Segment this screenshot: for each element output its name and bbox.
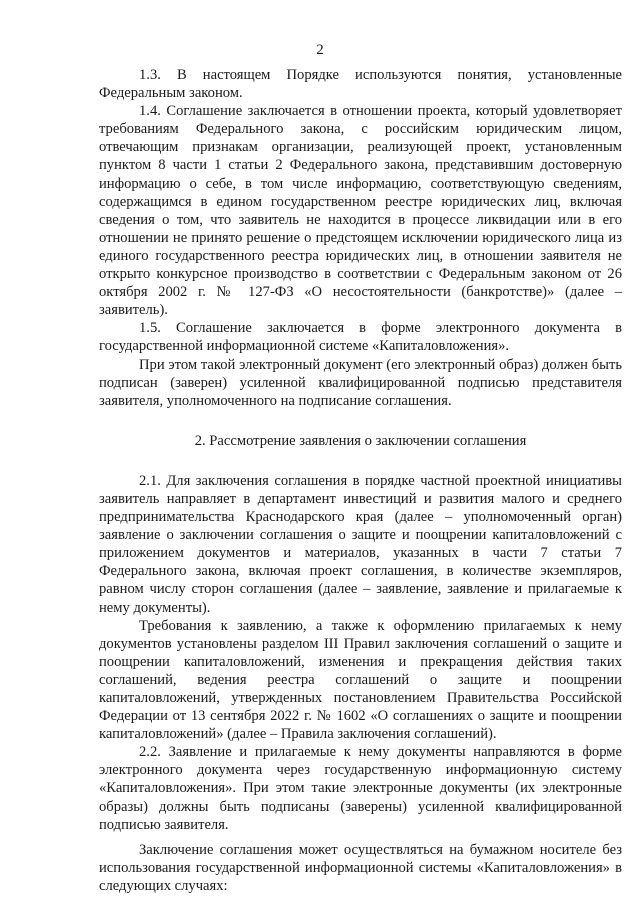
paragraph-1-3: 1.3. В настоящем Порядке используются понятия, установленные Федеральным законом. <box>99 67 622 102</box>
paragraph-1-4: 1.4. Соглашение заключается в отношении проекта, который удовлетворяет требованиям Федерального закона, с российским юридическим лицом, отвечающим признакам организации, реализующей проект, установленным пунктом 8 части 1 статьи 2 Федерального закона, представившим достоверную информацию о себе, в том числе информацию, соответствующую сведениям, содержащимся в едином государственном реестре юридических лиц, включая сведения о том, что заявитель не находится в процессе ликвидации или в его отношении не принято решение о предстоящем исключении юридического лица из единого государственного реестра юридических лиц, в отношении заявителя не открыто конкурсное производство в соответствии с Федеральным законом от 26 октября 2002 г. № 127-ФЗ «О несостоятельности (банкротстве)» (далее – заявитель). <box>99 103 622 319</box>
paragraph-gap <box>99 834 622 841</box>
paragraph-1-5: 1.5. Соглашение заключается в форме электронного документа в государственной информационной системе «Капиталовложения». <box>99 320 622 355</box>
page-number: 2 <box>316 42 324 58</box>
paragraph-1-5-signature: При этом такой электронный документ (его электронный образ) должен быть подписан (заверен) усиленной квалифицированной подписью представителя заявителя, уполномоченного на подписание соглашения. <box>99 356 622 409</box>
section-gap <box>99 450 622 472</box>
paragraph-2-1-requirements: Требования к заявлению, а также к оформлению прилагаемых к нему документов установлены разделом III Правил заключения соглашений о защите и поощрении капиталовложений, изменения и прекращения действия таких соглашений, ведения реестра соглашений о защите и поощрении капиталовложений, утвержденных постановлением Правительства Российской Федерации от 13 сентября 2022 г. № 1602 «О соглашениях о защите и поощрении капиталовложений» (далее – Правила заключения соглашений). <box>99 617 622 743</box>
document-body <box>99 66 622 895</box>
paragraph-2-2-paper-option: Заключение соглашения может осуществляться на бумажном носителе без использования государственной информационной системы «Капиталовложения» в следующих случаях: <box>99 841 622 894</box>
section-2-heading: 2. Рассмотрение заявления о заключении соглашения <box>194 432 527 449</box>
paragraph-2-2: 2.2. Заявление и прилагаемые к нему документы направляются в форме электронного документа через государственную информационную систему «Капиталовложения». При этом такие электронные документы (их электронные образы) должны быть подписаны (заверены) усиленной квалифицированной подписью заявителя. <box>99 744 622 833</box>
section-gap <box>99 410 622 432</box>
paragraph-2-1: 2.1. Для заключения соглашения в порядке частной проектной инициативы заявитель направляет в департамент инвестиций и развития малого и среднего предпринимательства Краснодарского края (далее – уполномоченный орган) заявление о заключении соглашения о защите и поощрении капиталовложений с приложением документов и материалов, указанных в части 7 статьи 7 Федерального закона, включая проект соглашения, в количестве экземпляров, равном числу сторон соглашения (далее – заявление, заявление и прилагаемые к нему документы). <box>99 472 622 616</box>
